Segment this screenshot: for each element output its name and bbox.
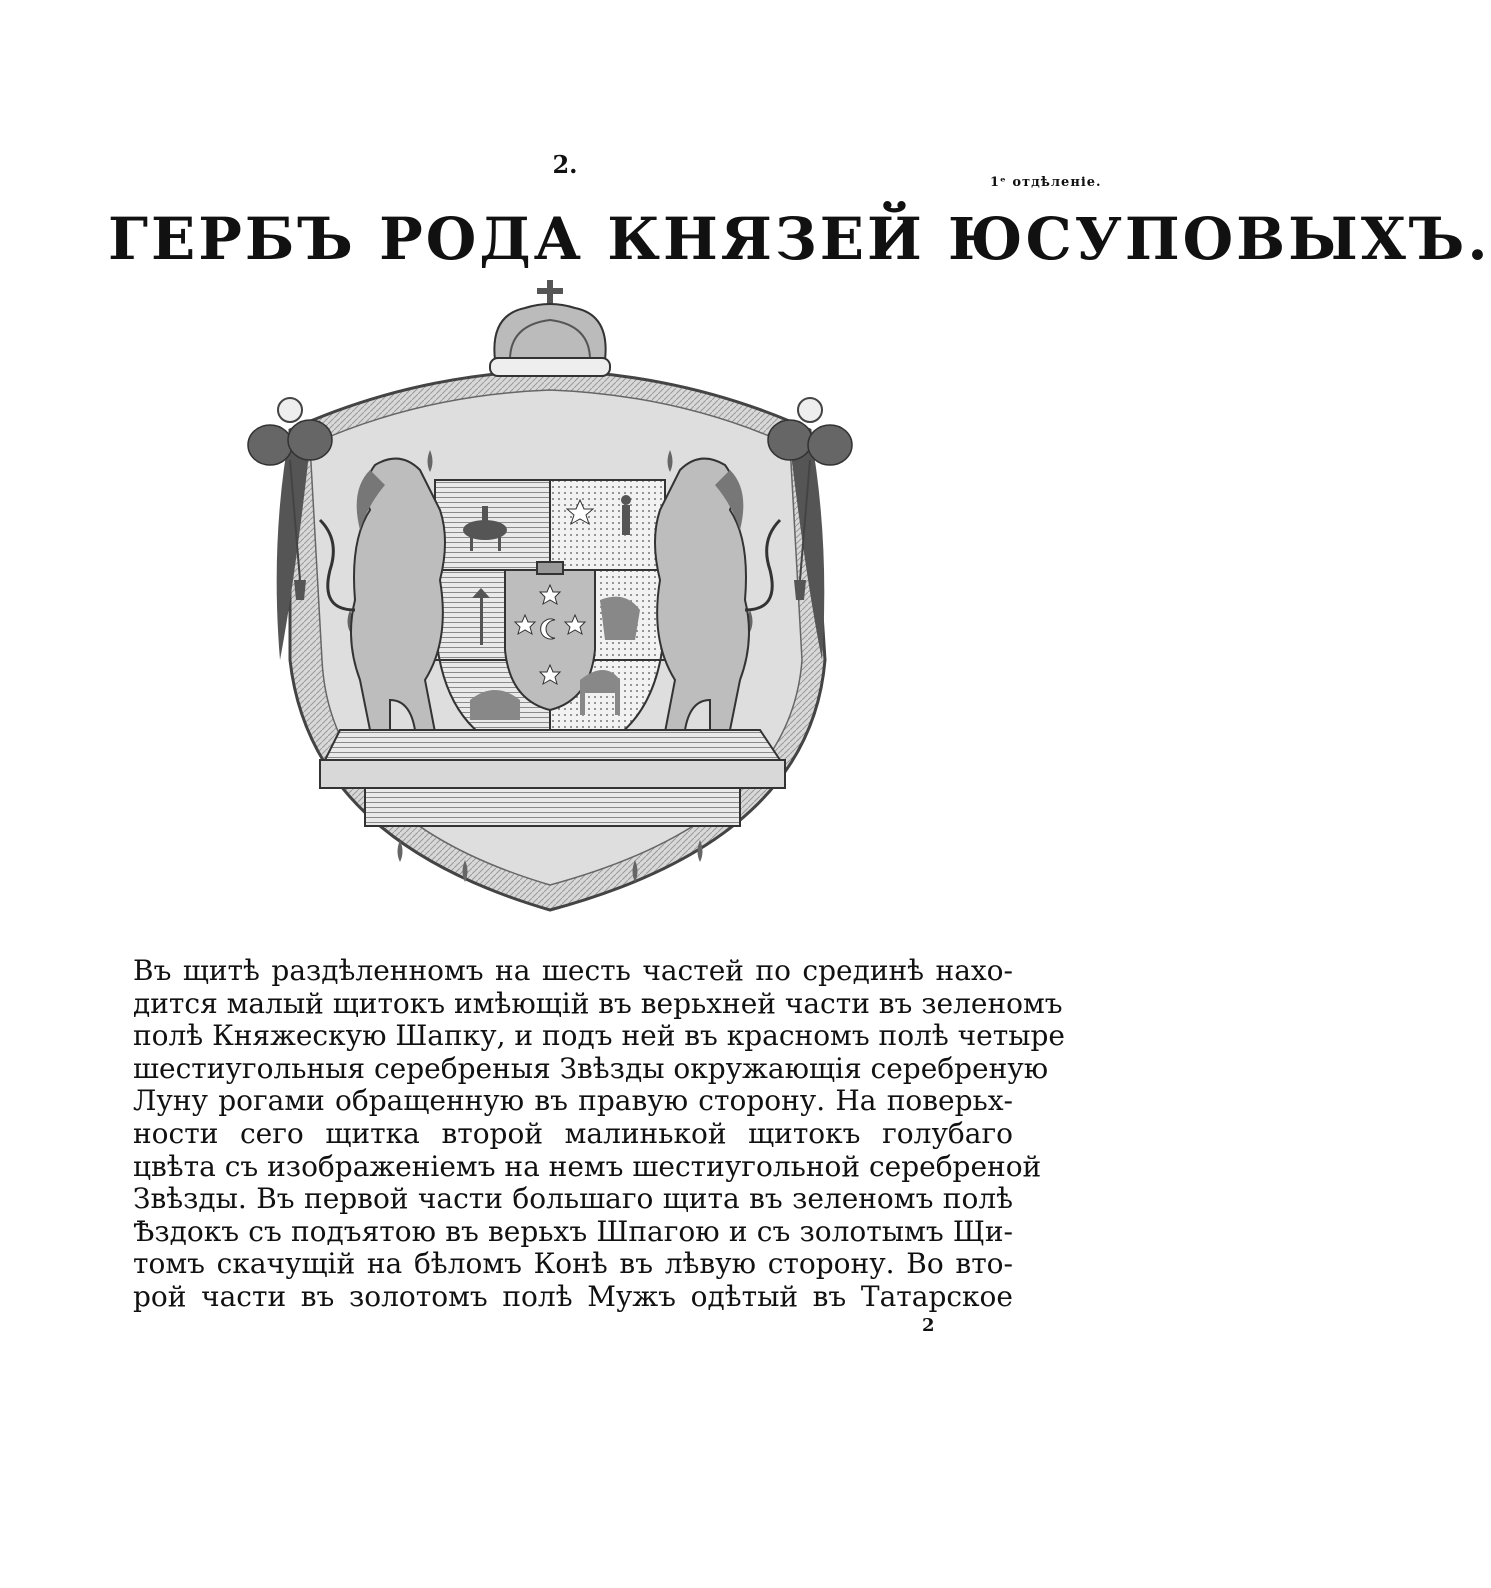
text-line: Въ щитѣ раздѣленномъ на шесть частей по срединѣ нахо- <box>133 954 1013 987</box>
text-line: шестиугольныя серебреныя Звѣзды окружающія серебреную <box>133 1051 1049 1085</box>
coat-of-arms-icon <box>250 280 890 930</box>
page-title: ГЕРБЪ РОДА КНЯЗЕЙ ЮСУПОВЫХЪ. <box>108 205 1491 273</box>
text-line: полѣ Княжескую Шапку, и подъ ней въ красномъ полѣ четыре <box>133 1019 1065 1053</box>
section-label: 1ᵉ отдѣленіе. <box>990 175 1102 190</box>
text-line: рой части въ золотомъ полѣ Мужъ одѣтый въ Татарское <box>133 1279 1013 1313</box>
text-line: Ѣздокъ съ подъятою въ верьхъ Шпагою и съ золотымъ Щи- <box>133 1214 1013 1248</box>
text-line: Звѣзды. Въ первой части большаго щита въ зеленомъ полѣ <box>133 1182 1013 1216</box>
text-line: цвѣта съ изображеніемъ на немъ шестиугольной серебреной <box>133 1149 1042 1183</box>
text-line: ности сего щитка второй малинькой щитокъ голубаго <box>133 1116 1013 1150</box>
page-number: 2. <box>552 150 578 179</box>
printer-signature-mark: 2 <box>922 1315 935 1336</box>
description-paragraph <box>133 954 1065 1314</box>
text-line: томъ скачущій на бѣломъ Конѣ въ лѣвую сторону. Во вто- <box>133 1247 1013 1281</box>
text-line: Луну рогами обращенную въ правую сторону. На поверьх- <box>133 1084 1013 1118</box>
text-line: дится малый щитокъ имѣющій въ верьхней части въ зеленомъ <box>133 986 1063 1020</box>
